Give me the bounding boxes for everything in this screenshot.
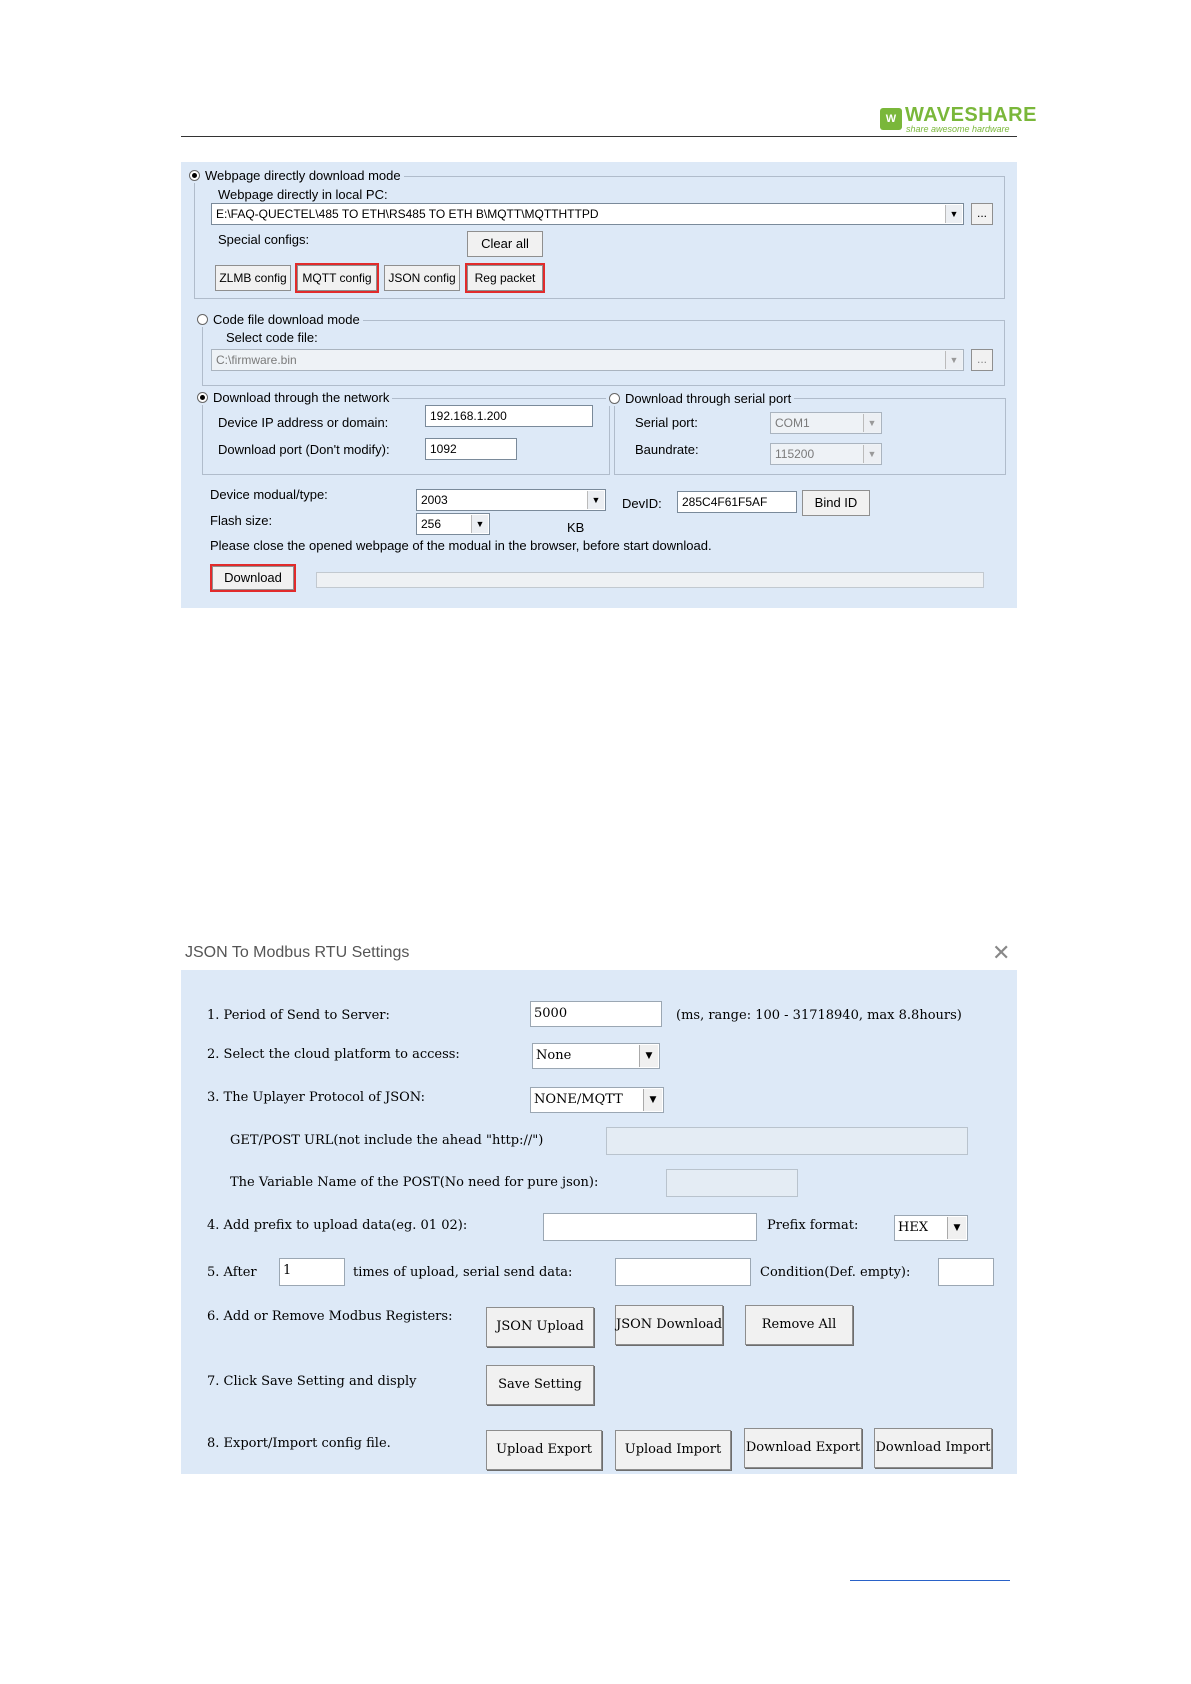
baudrate-label: Baundrate:: [635, 442, 699, 457]
save-setting-label: 7. Click Save Setting and disply: [207, 1374, 417, 1389]
local-pc-label: Webpage directly in local PC:: [218, 187, 388, 202]
after-label: 5. After: [207, 1265, 257, 1280]
ip-input[interactable]: 192.168.1.200: [425, 405, 593, 427]
period-input[interactable]: 5000: [530, 1001, 662, 1027]
webpage-browse-button[interactable]: ...: [971, 203, 993, 225]
chevron-down-icon: ▼: [639, 1045, 658, 1067]
cloud-platform-select[interactable]: [532, 1043, 660, 1069]
close-webpage-notice: Please close the opened webpage of the modual in the browser, before start download.: [210, 538, 712, 553]
export-import-label: 8. Export/Import config file.: [207, 1436, 391, 1451]
serial-port-label: Serial port:: [635, 415, 698, 430]
network-label: Download through the network: [213, 390, 390, 405]
chevron-down-icon: ▼: [947, 1217, 966, 1239]
webpage-path-select[interactable]: [211, 203, 964, 225]
download-progress-bar: [316, 572, 984, 588]
waveshare-logo-mark: W: [880, 108, 902, 130]
ip-label: Device IP address or domain:: [218, 415, 389, 430]
serial-port-value: COM1: [775, 416, 810, 430]
condition-label: Condition(Def. empty):: [760, 1265, 911, 1280]
code-file-browse-button[interactable]: ...: [971, 349, 993, 371]
chevron-down-icon: ▼: [587, 491, 604, 509]
condition-input[interactable]: [938, 1258, 994, 1286]
chevron-down-icon: ▼: [471, 515, 488, 533]
download-import-button[interactable]: Download Import: [874, 1428, 992, 1468]
chevron-down-icon: ▼: [945, 351, 962, 369]
serial-label: Download through serial port: [625, 391, 792, 406]
flash-size-value: 256: [421, 517, 442, 531]
prefix-input[interactable]: [543, 1213, 757, 1241]
select-code-file-label: Select code file:: [226, 330, 318, 345]
radio-off-icon: [609, 393, 620, 404]
mqtt-config-button[interactable]: MQTT config: [297, 265, 377, 291]
radio-on-icon: [189, 170, 200, 181]
serial-radio[interactable]: [606, 391, 794, 406]
chevron-down-icon: ▼: [863, 414, 880, 432]
serial-send-label: times of upload, serial send data:: [353, 1265, 573, 1280]
period-label: 1. Period of Send to Server:: [207, 1008, 390, 1023]
flash-size-label: Flash size:: [210, 513, 273, 528]
device-type-value: 2003: [421, 493, 448, 507]
web-mode-radio[interactable]: [186, 168, 404, 183]
period-hint: (ms, range: 100 - 31718940, max 8.8hours): [676, 1008, 962, 1023]
header-divider: [181, 136, 1017, 137]
download-export-button[interactable]: Download Export: [744, 1428, 862, 1468]
upload-import-button[interactable]: Upload Import: [615, 1430, 731, 1470]
flash-size-select[interactable]: [416, 513, 490, 535]
code-mode-radio[interactable]: [194, 312, 363, 327]
post-url-label: GET/POST URL(not include the ahead "http://"): [230, 1133, 544, 1148]
baudrate-value: 115200: [775, 447, 815, 461]
json-upload-button[interactable]: JSON Upload: [486, 1307, 594, 1347]
prefix-format-select[interactable]: [894, 1215, 968, 1241]
web-mode-label: Webpage directly download mode: [205, 168, 401, 183]
device-type-label: Device modual/type:: [210, 487, 328, 502]
serial-port-select[interactable]: [770, 412, 882, 434]
close-icon[interactable]: ✕: [992, 940, 1011, 965]
upload-count-input[interactable]: 1: [279, 1258, 345, 1286]
save-setting-button[interactable]: Save Setting: [486, 1365, 594, 1405]
webpage-path-value: E:\FAQ-QUECTEL\485 TO ETH\RS485 TO ETH B\MQTT\MQTTHTTPD: [216, 207, 599, 221]
devid-input[interactable]: 285C4F61F5AF: [677, 491, 797, 513]
devid-label: DevID:: [622, 496, 662, 511]
zlmb-config-button[interactable]: ZLMB config: [215, 265, 291, 291]
prefix-label: 4. Add prefix to upload data(eg. 01 02):: [207, 1218, 468, 1233]
uplayer-protocol-label: 3. The Uplayer Protocol of JSON:: [207, 1090, 426, 1105]
baudrate-select[interactable]: [770, 443, 882, 465]
network-radio[interactable]: [194, 390, 392, 405]
code-file-select[interactable]: [211, 349, 964, 371]
uplayer-protocol-select[interactable]: [530, 1087, 664, 1113]
device-type-select[interactable]: [416, 489, 606, 511]
footer-link[interactable]: [850, 1580, 1010, 1581]
port-label: Download port (Don't modify):: [218, 442, 390, 457]
prefix-format-value: HEX: [898, 1220, 929, 1235]
flash-unit-label: KB: [567, 520, 585, 535]
json-config-button[interactable]: JSON config: [384, 265, 460, 291]
post-variable-input[interactable]: [666, 1169, 798, 1197]
clear-all-button[interactable]: Clear all: [467, 231, 543, 257]
dialog-title: JSON To Modbus RTU Settings: [185, 944, 410, 961]
upload-export-button[interactable]: Upload Export: [486, 1430, 602, 1470]
logo-tagline: share awesome hardware: [906, 124, 1010, 134]
post-variable-label: The Variable Name of the POST(No need for pure json):: [230, 1175, 599, 1190]
chevron-down-icon: ▼: [643, 1089, 662, 1111]
bind-id-button[interactable]: Bind ID: [802, 490, 870, 516]
remove-all-button[interactable]: Remove All: [745, 1305, 853, 1345]
port-input[interactable]: 1092: [425, 438, 517, 460]
post-url-input[interactable]: [606, 1127, 968, 1155]
code-file-value: C:\firmware.bin: [216, 353, 297, 367]
download-button[interactable]: Download: [212, 566, 294, 590]
json-download-button[interactable]: JSON Download: [615, 1305, 723, 1345]
reg-packet-button[interactable]: Reg packet: [467, 265, 543, 291]
special-configs-label: Special configs:: [218, 232, 310, 247]
modbus-registers-label: 6. Add or Remove Modbus Registers:: [207, 1309, 453, 1324]
cloud-platform-label: 2. Select the cloud platform to access:: [207, 1047, 460, 1062]
radio-off-icon: [197, 314, 208, 325]
cloud-platform-value: None: [536, 1048, 572, 1063]
prefix-format-label: Prefix format:: [767, 1218, 859, 1233]
code-mode-label: Code file download mode: [213, 312, 360, 327]
uplayer-protocol-value: NONE/MQTT: [534, 1092, 623, 1107]
chevron-down-icon: ▼: [945, 205, 962, 223]
serial-send-data-input[interactable]: [615, 1258, 751, 1286]
waveshare-logo: WAVESHARE: [905, 104, 1037, 126]
chevron-down-icon: ▼: [863, 445, 880, 463]
radio-on-icon: [197, 392, 208, 403]
